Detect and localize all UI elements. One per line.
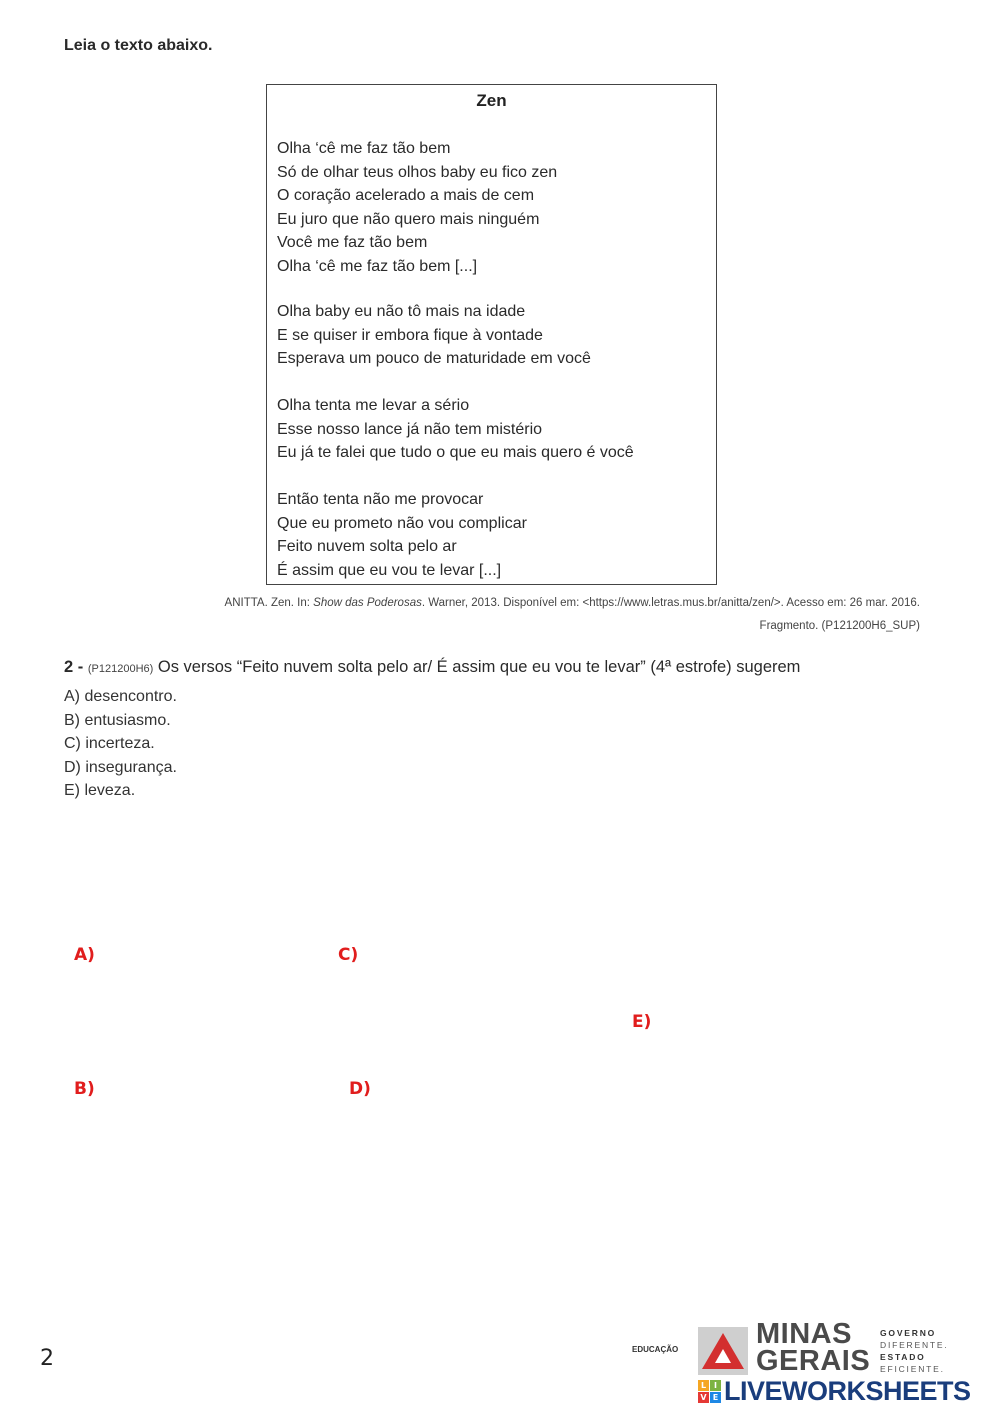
poem-line: É assim que eu vou te levar [...] — [277, 561, 502, 579]
poem-line: Que eu prometo não vou complicar — [277, 514, 527, 532]
option-b: B) entusiasmo. — [64, 711, 171, 729]
poem-stanza-2 — [277, 300, 591, 371]
poem-line: Esse nosso lance já não tem mistério — [277, 420, 543, 438]
answer-slot-c[interactable]: C) — [338, 945, 359, 965]
answer-slot-d[interactable]: D) — [349, 1079, 371, 1099]
question-stem — [64, 658, 800, 677]
liveworksheets-wordmark: LIVEWORKSHEETS — [724, 1376, 971, 1406]
answer-slot-e[interactable]: E) — [632, 1012, 652, 1032]
slogan-line: GOVERNO — [880, 1328, 937, 1338]
instruction-heading: Leia o texto abaixo. — [64, 37, 213, 54]
poem-line: Esperava um pouco de maturidade em você — [277, 350, 591, 367]
poem-line: E se quiser ir embora fique à vontade — [277, 326, 543, 344]
poem-line: Só de olhar teus olhos baby eu fico zen — [277, 163, 558, 181]
state-name-line-1: MINAS — [756, 1318, 852, 1350]
poem-line: O coração acelerado a mais de cem — [277, 187, 535, 204]
poem-line: Eu já te falei que tudo o que eu mais quero é você — [277, 444, 634, 461]
options-list — [64, 685, 177, 803]
citation — [80, 592, 920, 638]
question-number: 2 - — [64, 658, 84, 676]
citation-line-2: Fragmento. (P121200H6_SUP) — [759, 620, 920, 632]
poem-box — [266, 84, 717, 585]
citation-work: Show das Poderosas — [313, 597, 422, 609]
poem-line: Eu juro que não quero mais ninguém — [277, 210, 540, 228]
poem-line: Feito nuvem solta pelo ar — [277, 538, 457, 555]
poem-title: Zen — [476, 91, 507, 110]
poem-line: Você me faz tão bem — [277, 234, 428, 251]
poem-line: Então tenta não me provocar — [277, 491, 484, 508]
poem-line: Olha ‘cê me faz tão bem [...] — [277, 257, 478, 275]
citation-prefix: ANITTA. Zen. In: — [224, 597, 314, 609]
citation-line-1 — [80, 592, 920, 615]
poem-line: Olha ‘cê me faz tão bem — [277, 140, 451, 157]
liveworksheets-grid-icon: L I V E — [698, 1380, 722, 1404]
answer-slot-a[interactable]: A) — [74, 945, 95, 965]
state-name — [756, 1318, 871, 1377]
poem-line: Olha baby eu não tô mais na idade — [277, 303, 526, 320]
poem-line: Olha tenta me levar a sério — [277, 397, 470, 414]
poem-stanza-3 — [277, 394, 634, 465]
slogan-line: EFICIENTE. — [880, 1364, 945, 1374]
minas-triangle-icon — [698, 1327, 748, 1375]
state-name-line-2: GERAIS — [756, 1345, 871, 1377]
poem-stanza-4 — [277, 488, 527, 582]
citation-suffix: . Warner, 2013. Disponível em: <https://www.letras.mus.br/anitta/zen/>. Acesso em: 26 mar. 2016. — [421, 597, 920, 609]
education-label: EDUCAÇÃO — [632, 1345, 679, 1354]
slogan-line: DIFERENTE. — [880, 1340, 949, 1350]
government-slogan — [880, 1327, 949, 1375]
option-d: D) insegurança. — [64, 758, 177, 776]
option-e: E) leveza. — [64, 782, 136, 800]
option-a: A) desencontro. — [64, 688, 177, 705]
answer-slot-b[interactable]: B) — [74, 1079, 95, 1099]
option-c: C) incerteza. — [64, 735, 155, 753]
question-text: Os versos “Feito nuvem solta pelo ar/ É assim que eu vou te levar” (4ª estrofe) sugerem — [157, 658, 801, 676]
poem-stanza-1 — [277, 137, 557, 278]
page-number: 2 — [40, 1346, 54, 1371]
question-code: (P121200H6) — [87, 663, 154, 675]
slogan-line: ESTADO — [880, 1352, 926, 1362]
